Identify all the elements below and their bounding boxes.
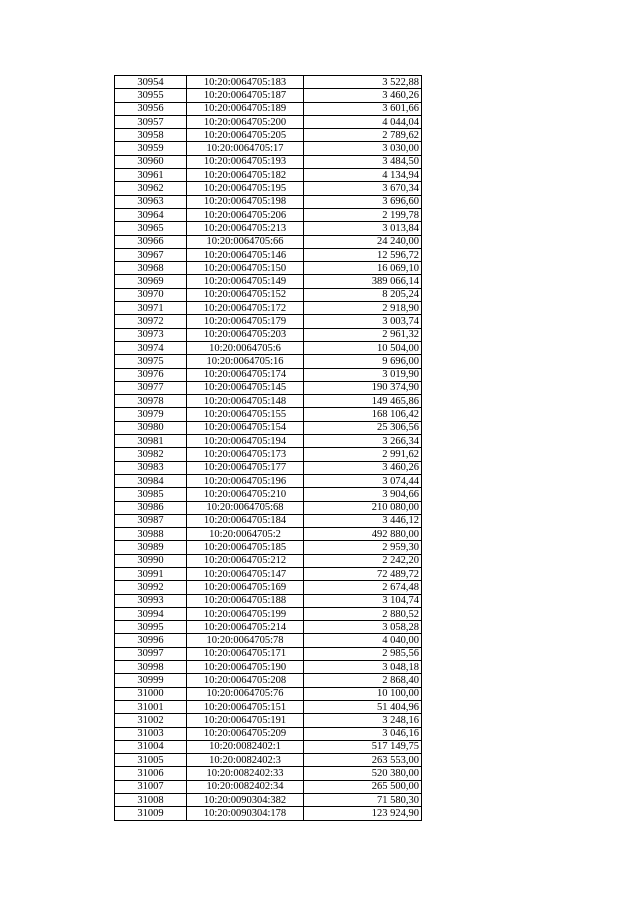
table-row <box>115 435 422 448</box>
row-number-cell: 30998 <box>115 661 187 674</box>
table-row <box>115 341 422 354</box>
cadastral-value-cell: 10 100,00 <box>304 687 422 700</box>
table-row <box>115 754 422 767</box>
cadastral-number-cell: 10:20:0082402:33 <box>187 767 304 780</box>
table-row <box>115 76 422 89</box>
cadastral-value-cell: 3 670,34 <box>304 182 422 195</box>
cadastral-number-cell: 10:20:0064705:177 <box>187 461 304 474</box>
row-number-cell: 30956 <box>115 102 187 115</box>
table-body <box>115 76 422 821</box>
cadastral-value-cell: 4 044,04 <box>304 115 422 128</box>
row-number-cell: 31004 <box>115 740 187 753</box>
cadastral-number-cell: 10:20:0082402:34 <box>187 780 304 793</box>
cadastral-value-cell: 389 066,14 <box>304 275 422 288</box>
table-row <box>115 355 422 368</box>
row-number-cell: 30984 <box>115 474 187 487</box>
table-row <box>115 421 422 434</box>
cadastral-value-cell: 149 465,86 <box>304 395 422 408</box>
cadastral-value-cell: 2 242,20 <box>304 554 422 567</box>
cadastral-value-cell: 2 868,40 <box>304 674 422 687</box>
cadastral-number-cell: 10:20:0064705:208 <box>187 674 304 687</box>
row-number-cell: 30969 <box>115 275 187 288</box>
table-row <box>115 581 422 594</box>
row-number-cell: 30986 <box>115 501 187 514</box>
cadastral-value-cell: 3 058,28 <box>304 621 422 634</box>
cadastral-value-cell: 3 013,84 <box>304 222 422 235</box>
row-number-cell: 30981 <box>115 435 187 448</box>
table-row <box>115 208 422 221</box>
row-number-cell: 30979 <box>115 408 187 421</box>
table-row <box>115 780 422 793</box>
table-row <box>115 142 422 155</box>
cadastral-value-table <box>114 75 422 821</box>
cadastral-number-cell: 10:20:0064705:209 <box>187 727 304 740</box>
cadastral-number-cell: 10:20:0064705:152 <box>187 288 304 301</box>
cadastral-value-cell: 4 134,94 <box>304 169 422 182</box>
table-row <box>115 514 422 527</box>
row-number-cell: 30999 <box>115 674 187 687</box>
cadastral-number-cell: 10:20:0064705:16 <box>187 355 304 368</box>
cadastral-number-cell: 10:20:0064705:148 <box>187 395 304 408</box>
cadastral-value-cell: 3 904,66 <box>304 488 422 501</box>
row-number-cell: 30995 <box>115 621 187 634</box>
cadastral-value-cell: 3 003,74 <box>304 315 422 328</box>
table-row <box>115 195 422 208</box>
cadastral-value-cell: 2 991,62 <box>304 448 422 461</box>
cadastral-value-cell: 2 674,48 <box>304 581 422 594</box>
cadastral-number-cell: 10:20:0064705:212 <box>187 554 304 567</box>
table-row <box>115 235 422 248</box>
row-number-cell: 30980 <box>115 421 187 434</box>
cadastral-value-cell: 3 484,50 <box>304 155 422 168</box>
cadastral-value-cell: 3 104,74 <box>304 594 422 607</box>
cadastral-number-cell: 10:20:0064705:187 <box>187 89 304 102</box>
cadastral-value-cell: 265 500,00 <box>304 780 422 793</box>
row-number-cell: 31009 <box>115 807 187 820</box>
cadastral-value-cell: 4 040,00 <box>304 634 422 647</box>
row-number-cell: 30975 <box>115 355 187 368</box>
row-number-cell: 30959 <box>115 142 187 155</box>
cadastral-number-cell: 10:20:0064705:214 <box>187 621 304 634</box>
row-number-cell: 31000 <box>115 687 187 700</box>
table-row <box>115 222 422 235</box>
row-number-cell: 30955 <box>115 89 187 102</box>
cadastral-number-cell: 10:20:0064705:68 <box>187 501 304 514</box>
table-row <box>115 700 422 713</box>
cadastral-number-cell: 10:20:0064705:199 <box>187 607 304 620</box>
row-number-cell: 30967 <box>115 248 187 261</box>
cadastral-value-cell: 9 696,00 <box>304 355 422 368</box>
table-row <box>115 102 422 115</box>
row-number-cell: 30987 <box>115 514 187 527</box>
table-row <box>115 501 422 514</box>
table-row <box>115 634 422 647</box>
cadastral-number-cell: 10:20:0064705:206 <box>187 208 304 221</box>
row-number-cell: 30978 <box>115 395 187 408</box>
cadastral-value-cell: 3 019,90 <box>304 368 422 381</box>
row-number-cell: 30996 <box>115 634 187 647</box>
row-number-cell: 30993 <box>115 594 187 607</box>
cadastral-number-cell: 10:20:0064705:184 <box>187 514 304 527</box>
table-row <box>115 395 422 408</box>
cadastral-number-cell: 10:20:0064705:17 <box>187 142 304 155</box>
cadastral-value-cell: 3 248,16 <box>304 714 422 727</box>
row-number-cell: 30977 <box>115 381 187 394</box>
cadastral-number-cell: 10:20:0064705:188 <box>187 594 304 607</box>
row-number-cell: 30985 <box>115 488 187 501</box>
cadastral-number-cell: 10:20:0064705:195 <box>187 182 304 195</box>
table-row <box>115 115 422 128</box>
cadastral-number-cell: 10:20:0064705:78 <box>187 634 304 647</box>
cadastral-value-cell: 2 985,56 <box>304 647 422 660</box>
cadastral-number-cell: 10:20:0064705:190 <box>187 661 304 674</box>
cadastral-value-cell: 2 918,90 <box>304 302 422 315</box>
cadastral-value-cell: 3 460,26 <box>304 461 422 474</box>
table-row <box>115 488 422 501</box>
cadastral-number-cell: 10:20:0064705:145 <box>187 381 304 394</box>
cadastral-value-cell: 3 601,66 <box>304 102 422 115</box>
row-number-cell: 30954 <box>115 76 187 89</box>
cadastral-number-cell: 10:20:0064705:179 <box>187 315 304 328</box>
cadastral-value-cell: 3 696,60 <box>304 195 422 208</box>
row-number-cell: 30991 <box>115 567 187 580</box>
cadastral-number-cell: 10:20:0064705:2 <box>187 528 304 541</box>
table-row <box>115 381 422 394</box>
table-row <box>115 767 422 780</box>
cadastral-number-cell: 10:20:0064705:182 <box>187 169 304 182</box>
row-number-cell: 30997 <box>115 647 187 660</box>
cadastral-value-cell: 520 380,00 <box>304 767 422 780</box>
cadastral-number-cell: 10:20:0064705:169 <box>187 581 304 594</box>
cadastral-number-cell: 10:20:0064705:172 <box>187 302 304 315</box>
table-row <box>115 248 422 261</box>
cadastral-number-cell: 10:20:0064705:205 <box>187 129 304 142</box>
cadastral-value-cell: 12 596,72 <box>304 248 422 261</box>
row-number-cell: 30971 <box>115 302 187 315</box>
table-row <box>115 674 422 687</box>
cadastral-value-cell: 2 961,32 <box>304 328 422 341</box>
cadastral-number-cell: 10:20:0064705:203 <box>187 328 304 341</box>
row-number-cell: 31008 <box>115 794 187 807</box>
table-row <box>115 740 422 753</box>
row-number-cell: 30963 <box>115 195 187 208</box>
cadastral-number-cell: 10:20:0082402:3 <box>187 754 304 767</box>
row-number-cell: 30983 <box>115 461 187 474</box>
table-row <box>115 129 422 142</box>
cadastral-value-cell: 2 880,52 <box>304 607 422 620</box>
row-number-cell: 31002 <box>115 714 187 727</box>
row-number-cell: 31005 <box>115 754 187 767</box>
cadastral-number-cell: 10:20:0082402:1 <box>187 740 304 753</box>
table-row <box>115 461 422 474</box>
cadastral-value-cell: 2 959,30 <box>304 541 422 554</box>
cadastral-number-cell: 10:20:0064705:173 <box>187 448 304 461</box>
cadastral-value-cell: 2 199,78 <box>304 208 422 221</box>
table-row <box>115 727 422 740</box>
cadastral-number-cell: 10:20:0064705:149 <box>187 275 304 288</box>
cadastral-number-cell: 10:20:0064705:213 <box>187 222 304 235</box>
cadastral-value-cell: 16 069,10 <box>304 262 422 275</box>
row-number-cell: 30964 <box>115 208 187 221</box>
table-row <box>115 554 422 567</box>
row-number-cell: 30976 <box>115 368 187 381</box>
cadastral-number-cell: 10:20:0064705:154 <box>187 421 304 434</box>
table-row <box>115 687 422 700</box>
cadastral-number-cell: 10:20:0064705:189 <box>187 102 304 115</box>
table-row <box>115 567 422 580</box>
table-row <box>115 275 422 288</box>
cadastral-number-cell: 10:20:0064705:155 <box>187 408 304 421</box>
row-number-cell: 30962 <box>115 182 187 195</box>
row-number-cell: 31001 <box>115 700 187 713</box>
cadastral-number-cell: 10:20:0064705:183 <box>187 76 304 89</box>
cadastral-value-cell: 71 580,30 <box>304 794 422 807</box>
row-number-cell: 30966 <box>115 235 187 248</box>
cadastral-value-cell: 3 048,18 <box>304 661 422 674</box>
cadastral-value-cell: 3 030,00 <box>304 142 422 155</box>
row-number-cell: 30957 <box>115 115 187 128</box>
table-row <box>115 647 422 660</box>
cadastral-value-cell: 3 522,88 <box>304 76 422 89</box>
row-number-cell: 30989 <box>115 541 187 554</box>
cadastral-number-cell: 10:20:0064705:198 <box>187 195 304 208</box>
cadastral-number-cell: 10:20:0064705:76 <box>187 687 304 700</box>
row-number-cell: 30965 <box>115 222 187 235</box>
cadastral-value-cell: 2 789,62 <box>304 129 422 142</box>
row-number-cell: 30974 <box>115 341 187 354</box>
cadastral-number-cell: 10:20:0064705:150 <box>187 262 304 275</box>
cadastral-number-cell: 10:20:0090304:178 <box>187 807 304 820</box>
table-row <box>115 368 422 381</box>
row-number-cell: 30961 <box>115 169 187 182</box>
cadastral-value-cell: 168 106,42 <box>304 408 422 421</box>
table-row <box>115 621 422 634</box>
cadastral-value-cell: 51 404,96 <box>304 700 422 713</box>
table-row <box>115 474 422 487</box>
row-number-cell: 30982 <box>115 448 187 461</box>
cadastral-number-cell: 10:20:0064705:200 <box>187 115 304 128</box>
row-number-cell: 30988 <box>115 528 187 541</box>
cadastral-number-cell: 10:20:0064705:171 <box>187 647 304 660</box>
row-number-cell: 30973 <box>115 328 187 341</box>
cadastral-number-cell: 10:20:0064705:191 <box>187 714 304 727</box>
row-number-cell: 30958 <box>115 129 187 142</box>
cadastral-number-cell: 10:20:0064705:6 <box>187 341 304 354</box>
cadastral-value-cell: 517 149,75 <box>304 740 422 753</box>
cadastral-value-cell: 190 374,90 <box>304 381 422 394</box>
table-row <box>115 448 422 461</box>
cadastral-number-cell: 10:20:0064705:66 <box>187 235 304 248</box>
table-row <box>115 169 422 182</box>
cadastral-number-cell: 10:20:0064705:147 <box>187 567 304 580</box>
row-number-cell: 30994 <box>115 607 187 620</box>
cadastral-value-cell: 3 074,44 <box>304 474 422 487</box>
cadastral-value-cell: 25 306,56 <box>304 421 422 434</box>
table-row <box>115 714 422 727</box>
cadastral-number-cell: 10:20:0064705:151 <box>187 700 304 713</box>
table-row <box>115 182 422 195</box>
cadastral-value-cell: 10 504,00 <box>304 341 422 354</box>
table-row <box>115 594 422 607</box>
table-row <box>115 807 422 820</box>
cadastral-value-cell: 3 266,34 <box>304 435 422 448</box>
table-row <box>115 328 422 341</box>
cadastral-value-cell: 3 446,12 <box>304 514 422 527</box>
cadastral-value-cell: 263 553,00 <box>304 754 422 767</box>
table-row <box>115 262 422 275</box>
cadastral-value-cell: 24 240,00 <box>304 235 422 248</box>
table-row <box>115 408 422 421</box>
cadastral-value-cell: 8 205,24 <box>304 288 422 301</box>
cadastral-value-cell: 123 924,90 <box>304 807 422 820</box>
table-row <box>115 155 422 168</box>
row-number-cell: 30960 <box>115 155 187 168</box>
row-number-cell: 30968 <box>115 262 187 275</box>
cadastral-value-cell: 3 460,26 <box>304 89 422 102</box>
cadastral-number-cell: 10:20:0064705:196 <box>187 474 304 487</box>
row-number-cell: 31007 <box>115 780 187 793</box>
row-number-cell: 31003 <box>115 727 187 740</box>
cadastral-number-cell: 10:20:0090304:382 <box>187 794 304 807</box>
cadastral-value-cell: 210 080,00 <box>304 501 422 514</box>
row-number-cell: 30972 <box>115 315 187 328</box>
table-row <box>115 661 422 674</box>
table-row <box>115 288 422 301</box>
cadastral-number-cell: 10:20:0064705:146 <box>187 248 304 261</box>
cadastral-number-cell: 10:20:0064705:193 <box>187 155 304 168</box>
cadastral-value-cell: 3 046,16 <box>304 727 422 740</box>
row-number-cell: 31006 <box>115 767 187 780</box>
table-row <box>115 541 422 554</box>
table-row <box>115 528 422 541</box>
table-row <box>115 302 422 315</box>
table-row <box>115 794 422 807</box>
cadastral-number-cell: 10:20:0064705:185 <box>187 541 304 554</box>
cadastral-number-cell: 10:20:0064705:210 <box>187 488 304 501</box>
table-row <box>115 607 422 620</box>
row-number-cell: 30992 <box>115 581 187 594</box>
cadastral-value-cell: 492 880,00 <box>304 528 422 541</box>
row-number-cell: 30970 <box>115 288 187 301</box>
cadastral-number-cell: 10:20:0064705:174 <box>187 368 304 381</box>
table-row <box>115 315 422 328</box>
cadastral-number-cell: 10:20:0064705:194 <box>187 435 304 448</box>
table-row <box>115 89 422 102</box>
cadastral-value-cell: 72 489,72 <box>304 567 422 580</box>
row-number-cell: 30990 <box>115 554 187 567</box>
